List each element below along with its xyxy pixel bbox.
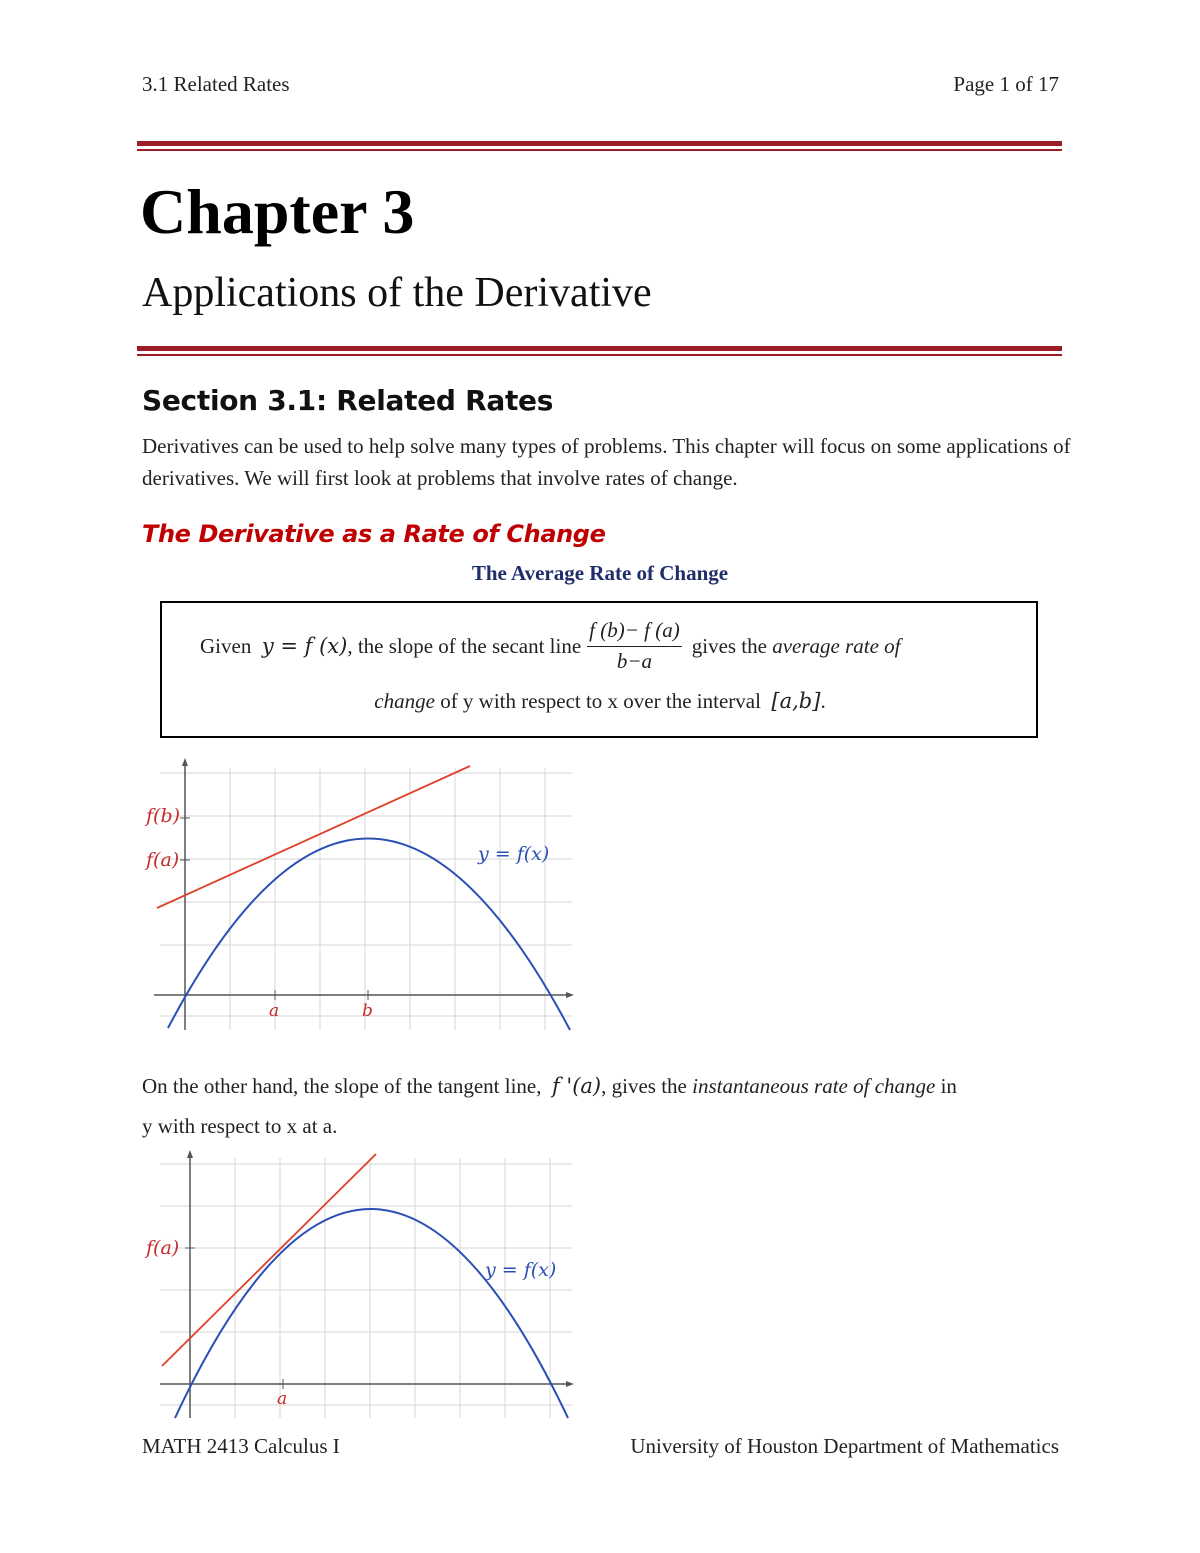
y-axis-arrow-icon	[182, 758, 188, 766]
header-page-label: Page 1 of 17	[953, 72, 1059, 96]
label-fa: f(a)	[146, 1237, 180, 1259]
secant-graph	[140, 758, 580, 1038]
chapter-subtitle: Applications of the Derivative	[142, 270, 652, 316]
x-axis-arrow-icon	[566, 1381, 574, 1387]
chapter-title: Chapter 3	[140, 176, 415, 247]
tangent-lead: On the other hand, the slope of the tangent line,	[142, 1074, 542, 1098]
secant-slope-fraction	[587, 618, 682, 674]
label-b: b	[362, 1001, 373, 1021]
def-equation: y = f (x)	[261, 634, 348, 658]
tangent-paragraph	[142, 1066, 1072, 1146]
fraction-numerator: f (b)− f (a)	[587, 618, 682, 647]
definition-line-1	[200, 618, 901, 674]
def-gives: gives the	[691, 633, 767, 658]
definition-line-2	[0, 689, 1200, 714]
fraction-denominator: b−a	[616, 649, 653, 673]
footer-course: MATH 2413 Calculus I	[142, 1434, 340, 1458]
y-axis-arrow-icon	[187, 1150, 193, 1158]
graph-grid	[160, 768, 572, 1030]
curve-label: y = f(x)	[478, 843, 550, 865]
label-a: a	[269, 1001, 280, 1021]
derivative-heading: The Derivative as a Rate of Change	[142, 520, 606, 548]
label-fb: f(b)	[146, 805, 181, 827]
def-avg-phrase: average rate of	[772, 633, 901, 658]
tangent-fprime: f '(a)	[551, 1074, 602, 1098]
label-a: a	[277, 1389, 288, 1409]
tangent-graph	[140, 1150, 580, 1425]
tangent-inst-phrase: instantaneous rate of change	[692, 1074, 936, 1098]
def-period: .	[820, 689, 826, 713]
curve-f	[175, 1209, 568, 1418]
avg-rate-heading: The Average Rate of Change	[471, 561, 729, 585]
bottom-divider	[137, 346, 1062, 356]
curve-label: y = f(x)	[485, 1259, 557, 1281]
top-divider	[137, 141, 1062, 151]
footer-dept: University of Houston Department of Mathematics	[630, 1434, 1059, 1458]
def-interval: [a,b]	[771, 689, 821, 713]
secant-line	[157, 766, 470, 908]
tangent-line	[162, 1154, 376, 1366]
tangent-in: in	[940, 1074, 957, 1098]
tangent-gives: , gives the	[601, 1074, 687, 1098]
graph-grid	[160, 1158, 572, 1418]
def-of-y: of y with respect to x over the interval	[440, 689, 761, 713]
section-intro: Derivatives can be used to help solve many types of problems. This chapter will focus on some applications of derivatives. We will first look at problems that involve rates of change.	[142, 434, 1071, 490]
header-section-ref: 3.1 Related Rates	[142, 72, 290, 96]
label-fa: f(a)	[146, 849, 180, 871]
def-given: Given	[200, 633, 252, 658]
def-change-word: change	[374, 689, 435, 713]
def-mid: , the slope of the secant line	[347, 633, 582, 658]
x-axis-arrow-icon	[566, 992, 574, 998]
tangent-line2: y with respect to x at a.	[142, 1114, 338, 1138]
section-title: Section 3.1: Related Rates	[142, 384, 554, 417]
